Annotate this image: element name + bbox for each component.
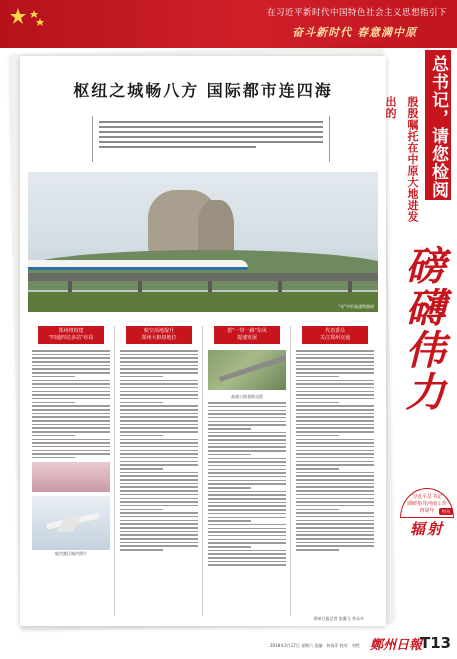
article-title: 枢纽之城畅八方 国际都市连四海	[73, 81, 333, 100]
masthead-banner	[0, 0, 457, 48]
section-body	[208, 402, 286, 566]
issue-meta: 2018年3月17日 星期六 责编：何春萍 校对：刘然	[270, 643, 360, 648]
train-photo	[28, 172, 378, 312]
highway-photo	[208, 350, 286, 390]
title-subline: 殷殷嘱托在中原大地进发出的	[384, 96, 419, 223]
section-body	[296, 350, 374, 551]
section-column-3	[208, 326, 286, 616]
section-column-1	[32, 326, 110, 616]
section-title: 搭"一带一路"东风 提速发展	[214, 326, 280, 344]
photo-caption: 航空港区城市照片	[55, 551, 87, 557]
article-intro	[92, 116, 330, 162]
badge-pill: 特刊	[439, 508, 453, 515]
section-title: 航空高地提升 郑州大枢纽地位	[126, 326, 192, 344]
byline: 郑州日报记者 张翼飞 李永多	[313, 616, 364, 621]
badge-line-1: 习近平总书记	[411, 494, 442, 500]
section-title: 郑州将构建 "四通四达多站"布局	[38, 326, 104, 344]
photo-caption: "米"字形高速铁路网	[338, 304, 374, 309]
calligraphy-heading: 磅礴伟力	[399, 245, 446, 413]
photo-caption: 高速公路金路交错	[231, 394, 263, 399]
article-card	[20, 56, 386, 626]
newspaper-logo: 鄭州日報	[370, 638, 423, 653]
section-column-2	[120, 326, 198, 616]
header-slogan: 奋斗新时代 春意满中原	[292, 26, 417, 39]
special-issue-badge	[400, 488, 454, 550]
badge-line-3: 四周年	[419, 508, 435, 514]
title-box: 总书记，请您检阅	[425, 50, 451, 200]
section-body	[120, 350, 198, 551]
stars-decoration	[6, 4, 86, 44]
section-title: 代表委员 关注郑州交通	[302, 326, 368, 344]
blossom-photo	[32, 462, 110, 492]
airplane-photo	[32, 496, 110, 550]
column-divider	[290, 326, 291, 616]
header-top-line: 在习近平新时代中国特色社会主义思想指引下	[266, 8, 447, 18]
column-divider	[202, 326, 203, 616]
badge-title: 辐射	[409, 520, 444, 538]
column-divider	[114, 326, 115, 616]
page-number: T13	[420, 634, 452, 652]
special-column-title	[384, 40, 451, 225]
section-column-4	[296, 326, 374, 616]
high-speed-train	[28, 260, 248, 270]
page-footer	[0, 632, 457, 659]
badge-line-2: 调研指导河南工作	[406, 501, 447, 507]
section-body	[32, 350, 110, 458]
